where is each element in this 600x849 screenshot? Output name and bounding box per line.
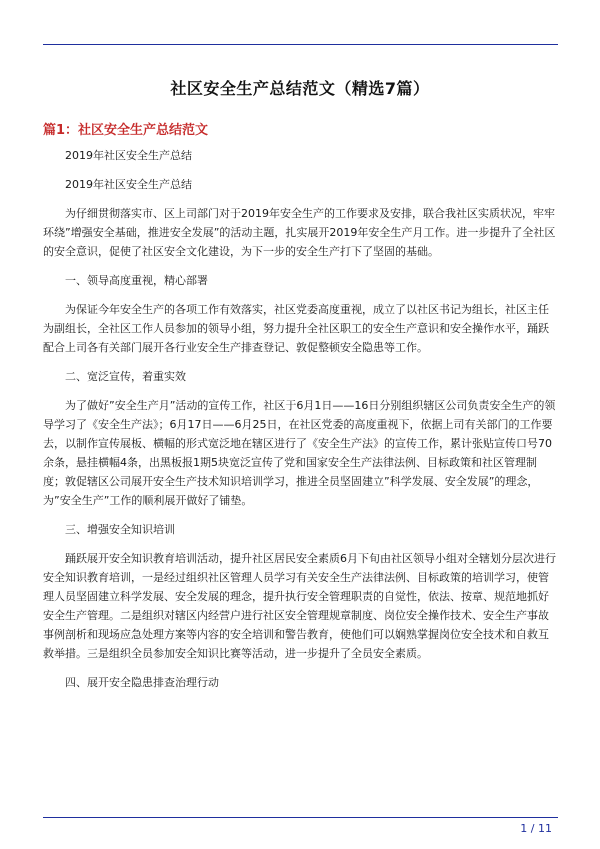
heading-2: 二、宽泛宣传，着重实效: [65, 370, 186, 383]
heading-1: 一、领导高度重视，精心部署: [65, 274, 208, 287]
header-rule: [43, 44, 558, 45]
document-title: 社区安全生产总结范文（精选7篇）: [170, 79, 430, 98]
document-body: [43, 146, 558, 702]
section-title: 篇1：社区安全生产总结范文: [43, 123, 209, 138]
page-number: 1 / 11: [520, 822, 552, 835]
paragraph-2: 为了做好”安全生产月”活动的宣传工作，社区于6月1日——16日分别组织辖区公司负责安全生产的领导学习了《安全生产法》；6月17日——6月25日，在社区党委的高度重视下，依据上司有关部门的工作要去，以制作宣传展板、横幅的形式宽泛地在辖区进行了《安全生产法》的宣传工作，累计张贴宣传口号70余条，悬挂横幅4条，出黑板报1期5块宽泛宣传了党和国家安全生产法律法例、目标政策和社区管理制度；敦促辖区公司展开安全生产技术知识培训学习，推进全员坚固建立”科学发展、安全发展”的理念，为”安全生产”工作的顺利展开做好了铺垫。: [43, 399, 556, 507]
subtitle-1: 2019年社区安全生产总结: [65, 149, 192, 162]
paragraph-3: 踊跃展开安全知识教育培训活动，提升社区居民安全素质6月下旬由社区领导小组对全辖划分层次进行安全知识教育培训，一是经过组织社区管理人员学习有关安全生产法律法例、目标政策的培训学习，使管理人员坚固建立科学发展、安全发展的理念，提升执行安全管理职责的自觉性，依法、按章、规范地抓好安全生产管理。二是组织对辖区内经营户进行社区安全管理规章制度、岗位安全操作技术、安全生产事故事例剖析和现场应急处理方案等内容的安全培训和警告教育，使他们可以娴熟掌握岗位安全技术和自救互救举措。三是组织全员参加安全知识比赛等活动，进一步提升了全员安全素质。: [43, 552, 556, 660]
footer-rule: [43, 817, 558, 818]
heading-4: 四、展开安全隐患排查治理行动: [65, 676, 219, 689]
paragraph-intro: 为仔细贯彻落实市、区上司部门对于2019年安全生产的工作要求及安排，联合我社区实质状况，牢牢环绕”增强安全基础，推进安全发展”的活动主题，扎实展开2019年安全生产月工作。进一步提升了全社区的安全意识，促使了社区安全文化建设，为下一步的安全生产打下了坚固的基础。: [43, 207, 556, 258]
subtitle-2: 2019年社区安全生产总结: [65, 178, 192, 191]
heading-3: 三、增强安全知识培训: [65, 523, 175, 536]
paragraph-1: 为保证今年安全生产的各项工作有效落实，社区党委高度重视，成立了以社区书记为组长，社区主任为副组长，全社区工作人员参加的领导小组，努力提升全社区职工的安全生产意识和安全操作水平，踊跃配合上司各有关部门展开各行业安全生产排查登记、敦促整顿安全隐患等工作。: [43, 303, 549, 354]
